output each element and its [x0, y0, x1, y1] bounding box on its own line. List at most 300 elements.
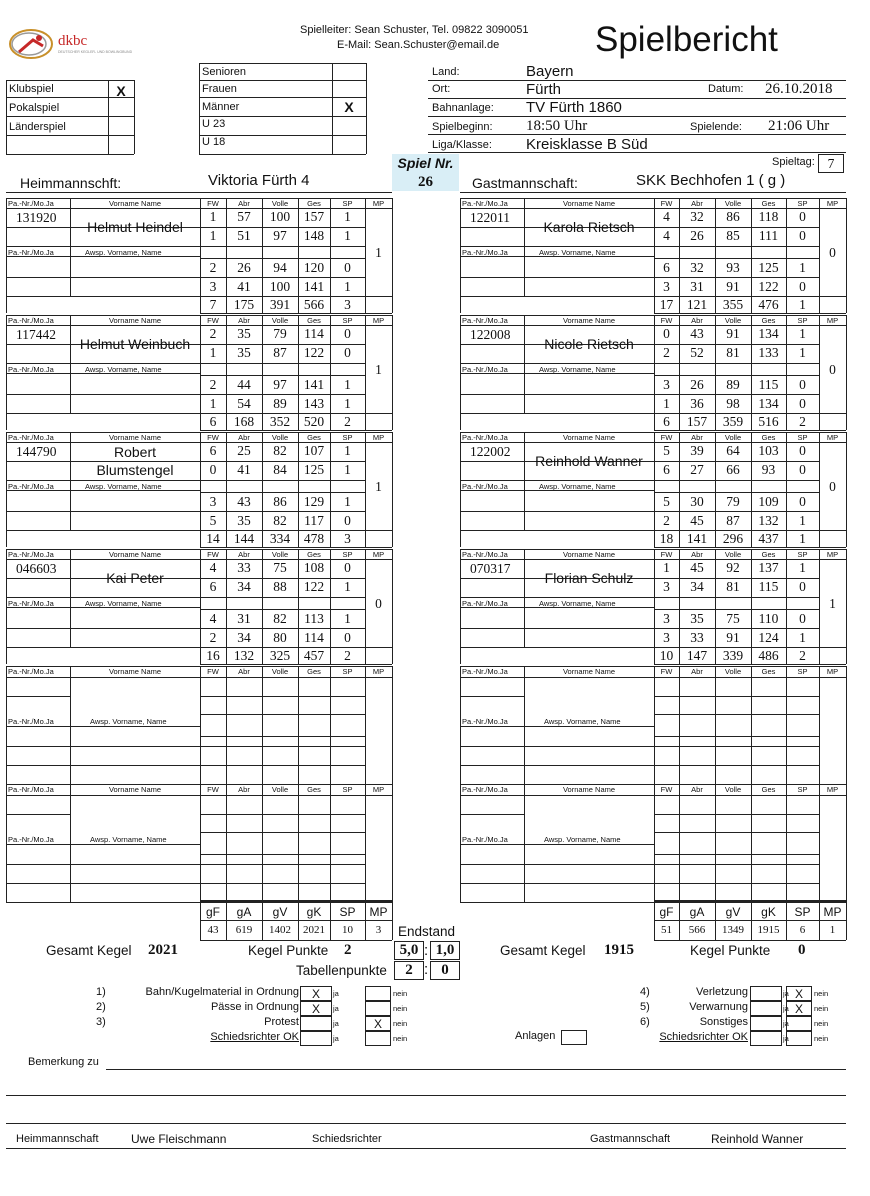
sum-value: 43	[207, 924, 219, 936]
col-label-mp: MP	[372, 785, 385, 794]
score-cell: 114	[304, 630, 324, 645]
score-cell: 125	[758, 260, 779, 275]
score-cell: 32	[690, 260, 704, 275]
score-cell: 134	[758, 396, 779, 411]
v-line	[679, 784, 680, 902]
h-line	[654, 920, 846, 921]
score-cell: 79	[726, 494, 740, 509]
score-cell: 89	[273, 396, 287, 411]
h-line	[6, 677, 392, 678]
player-pass-nr: 144790	[16, 444, 57, 459]
score-cell: 0	[799, 228, 806, 243]
total-cell: 121	[686, 297, 708, 312]
v-line	[524, 549, 525, 647]
score-cell: 1	[209, 209, 217, 224]
h-line	[460, 480, 819, 481]
col-label-mp: MP	[372, 667, 385, 676]
h-line	[199, 116, 366, 117]
v-line	[715, 901, 716, 940]
col-label-fw: FW	[660, 785, 673, 794]
col-label-awsp: Awsp. Vorname, Name	[544, 835, 621, 844]
player-mp: 0	[829, 245, 836, 260]
score-cell: 0	[344, 560, 351, 575]
ja-label: ja	[783, 989, 789, 998]
score-cell: 3	[209, 279, 217, 294]
class-label: U 23	[202, 118, 226, 131]
v-line	[846, 666, 847, 784]
score-cell: 5	[663, 494, 670, 509]
score-cell: 87	[273, 345, 287, 360]
total-cell: 141	[686, 531, 708, 546]
check-label: Verletzung	[696, 986, 748, 998]
h-line	[6, 511, 365, 512]
score-cell: 26	[690, 377, 704, 392]
score-cell: 1	[344, 494, 351, 509]
score-cell: 82	[273, 513, 287, 528]
col-label-ges: Ges	[307, 785, 321, 794]
v-line	[654, 901, 655, 940]
h-line	[428, 134, 846, 135]
leader-email: E-Mail: Sean.Schuster@email.de	[337, 39, 500, 51]
score-cell: 1	[799, 560, 806, 575]
col-label-sp: SP	[797, 550, 808, 559]
score-cell: 0	[799, 279, 806, 294]
score-cell: 3	[663, 579, 670, 594]
score-cell: 1	[344, 443, 351, 458]
v-line	[6, 198, 7, 313]
score-cell: 34	[237, 630, 251, 645]
h-line	[428, 98, 846, 99]
colon: :	[424, 961, 429, 978]
total-cell: 1	[799, 531, 806, 546]
col-label-pass: Pa.-Nr./Mo.Ja	[462, 482, 508, 491]
h-line	[6, 696, 70, 697]
h-line	[460, 628, 819, 629]
score-cell: 80	[273, 630, 287, 645]
col-label-awsp: Awsp. Vorname, Name	[85, 365, 162, 374]
col-label-pass: Pa.-Nr./Mo.Ja	[462, 835, 508, 844]
score-cell: 0	[344, 630, 351, 645]
h-line	[460, 363, 819, 364]
datum-value: 26.10.2018	[765, 81, 833, 97]
logo-subtext: DEUTSCHER KEGLER- UND BOWLINGBUND	[58, 50, 133, 54]
col-label-mp: MP	[826, 199, 839, 208]
score-cell: 51	[237, 228, 251, 243]
score-cell: 34	[690, 579, 704, 594]
check-label: Bahn/Kugelmaterial in Ordnung	[145, 986, 299, 998]
col-label-ges: Ges	[307, 550, 321, 559]
score-cell: 5	[209, 513, 217, 528]
sum-value: 1349	[722, 924, 744, 936]
check-num: 4)	[640, 986, 650, 998]
score-cell: 122	[303, 345, 325, 360]
player-mp: 1	[375, 479, 382, 494]
h-line	[460, 559, 846, 560]
score-cell: 125	[303, 462, 325, 477]
v-line	[751, 784, 752, 902]
v-line	[330, 666, 331, 784]
h-line	[460, 296, 846, 297]
h-line	[200, 714, 365, 715]
nein-label: nein	[393, 1034, 408, 1043]
v-line	[298, 666, 299, 784]
v-line	[298, 784, 299, 902]
h-line	[6, 490, 70, 491]
player-pass-nr: 122011	[470, 210, 510, 225]
score-cell: 4	[663, 228, 670, 243]
h-line	[200, 854, 365, 855]
sum-value: 3	[375, 924, 382, 936]
v-line	[846, 784, 847, 902]
score-cell: 1	[799, 513, 806, 528]
col-label-ges: Ges	[307, 199, 321, 208]
col-label-pass: Pa.-Nr./Mo.Ja	[8, 599, 54, 608]
col-label-pass: Pa.-Nr./Mo.Ja	[462, 199, 508, 208]
player-mp: 1	[375, 362, 382, 377]
total-cell: 3	[344, 531, 351, 546]
col-label-mp: MP	[372, 316, 385, 325]
col-label-name: Vorname Name	[562, 199, 616, 208]
h-line	[428, 80, 524, 81]
v-line	[365, 901, 366, 940]
col-label-mp: MP	[826, 550, 839, 559]
h-line	[460, 442, 846, 443]
check-label: Pässe in Ordnung	[210, 1001, 299, 1013]
h-line	[460, 765, 819, 766]
col-label-abr: Abr	[238, 316, 250, 325]
v-line	[6, 784, 7, 902]
score-cell: 4	[209, 560, 217, 575]
h-line	[200, 940, 392, 941]
col-label-pass: Pa.-Nr./Mo.Ja	[8, 785, 54, 794]
v-line	[819, 784, 820, 902]
score-cell: 41	[237, 279, 251, 294]
h-line	[460, 192, 846, 193]
score-cell: 0	[344, 513, 351, 528]
col-label-name: Vorname Name	[108, 433, 162, 442]
score-cell: 45	[690, 560, 704, 575]
score-cell: 1	[344, 396, 351, 411]
h-line	[6, 394, 365, 395]
v-line	[460, 549, 461, 664]
v-line	[524, 784, 525, 902]
total-cell: 334	[269, 531, 291, 546]
v-line	[524, 666, 525, 784]
score-cell: 5	[663, 443, 670, 458]
col-label-sp: SP	[342, 785, 353, 794]
h-line	[524, 256, 654, 257]
v-line	[715, 666, 716, 784]
player-pass-nr: 046603	[16, 561, 57, 576]
col-label-pass: Pa.-Nr./Mo.Ja	[462, 248, 508, 257]
tp-home: 2	[405, 962, 413, 978]
ja-box	[750, 1016, 782, 1031]
h-line	[654, 313, 846, 314]
land-value: Bayern	[526, 63, 574, 80]
h-line	[6, 864, 365, 865]
score-cell: 2	[209, 260, 217, 275]
v-line	[524, 198, 525, 296]
h-line	[460, 432, 846, 433]
h-line	[460, 198, 846, 199]
nein-label: nein	[393, 1019, 408, 1028]
footer-ref-label: Schiedsrichter	[312, 1133, 382, 1145]
remark-label: Bemerkung zu	[28, 1056, 99, 1068]
h-line	[6, 480, 365, 481]
score-cell: 1	[799, 630, 806, 645]
h-line	[460, 784, 846, 785]
land-label: Land:	[432, 66, 460, 78]
score-cell: 91	[726, 326, 740, 341]
h-line	[70, 607, 200, 608]
v-line	[199, 63, 200, 154]
v-line	[460, 315, 461, 430]
total-cell: 391	[269, 297, 291, 312]
ja-label: ja	[333, 1034, 339, 1043]
h-line	[70, 373, 200, 374]
col-label-name: Vorname Name	[562, 316, 616, 325]
ja-box	[750, 1031, 782, 1046]
h-line	[6, 135, 134, 136]
score-away: 1,0	[435, 942, 455, 958]
h-line	[6, 795, 392, 796]
h-line	[460, 607, 524, 608]
score-cell: 82	[273, 611, 287, 626]
liga-label: Liga/Klasse:	[432, 139, 492, 151]
type-label: Pokalspiel	[9, 102, 60, 114]
score-cell: 141	[303, 279, 325, 294]
check-label: Sonstiges	[699, 1016, 748, 1028]
score-cell: 111	[758, 228, 779, 243]
player-name: Karola Rietsch	[543, 219, 635, 235]
score-cell: 31	[690, 279, 704, 294]
col-label-volle: Volle	[724, 550, 742, 559]
tp-label: Tabellenpunkte	[296, 963, 387, 978]
h-line	[6, 607, 70, 608]
nein-label: nein	[814, 1034, 829, 1043]
score-cell: 93	[726, 260, 740, 275]
col-label-name: Vorname Name	[562, 785, 616, 794]
ja-label: ja	[783, 1019, 789, 1028]
total-cell: 2	[799, 648, 806, 663]
page-title: Spielbericht	[595, 20, 778, 59]
score-cell: 129	[303, 494, 325, 509]
col-label-pass: Pa.-Nr./Mo.Ja	[462, 550, 508, 559]
total-cell: 3	[344, 297, 351, 312]
v-line	[226, 784, 227, 902]
player-pass-nr: 122008	[470, 327, 511, 342]
v-line	[365, 784, 366, 902]
score-cell: 2	[663, 345, 670, 360]
v-line	[70, 315, 71, 413]
sum-label: gA	[236, 905, 252, 919]
player-pass-nr: 122002	[470, 444, 511, 459]
player-pass-nr: 070317	[470, 561, 511, 576]
home-gk-label: Gesamt Kegel	[46, 943, 132, 958]
col-label-mp: MP	[826, 667, 839, 676]
col-label-ges: Ges	[761, 316, 776, 325]
h-line	[70, 256, 200, 257]
score-cell: 39	[690, 443, 704, 458]
col-label-pass: Pa.-Nr./Mo.Ja	[8, 667, 54, 676]
col-label-fw: FW	[660, 316, 673, 325]
score-cell: 4	[663, 209, 670, 224]
v-line	[330, 901, 331, 940]
sum-value: 10	[342, 924, 353, 936]
h-line	[6, 315, 392, 316]
h-line	[6, 666, 392, 667]
score-cell: 134	[758, 326, 779, 341]
sum-value: 1	[829, 924, 836, 936]
h-line	[460, 246, 819, 247]
v-line	[6, 80, 7, 154]
h-line	[70, 490, 200, 491]
score-cell: 0	[344, 345, 351, 360]
h-line	[460, 490, 524, 491]
score-cell: 137	[758, 560, 779, 575]
score-cell: 0	[344, 326, 351, 341]
score-cell: 3	[663, 611, 670, 626]
score-cell: 41	[237, 462, 251, 477]
col-label-fw: FW	[207, 785, 219, 794]
col-label-mp: MP	[372, 550, 385, 559]
col-label-abr: Abr	[691, 550, 703, 559]
score-cell: 1	[799, 260, 806, 275]
h-line	[199, 97, 366, 98]
score-cell: 1	[209, 228, 217, 243]
h-line	[200, 375, 365, 376]
footer-home-name: Uwe Fleischmann	[131, 1132, 227, 1146]
player-pass-nr: 131920	[16, 210, 57, 225]
away-gk-value: 1915	[604, 942, 634, 958]
score-cell: 1	[344, 611, 351, 626]
h-line	[460, 277, 819, 278]
h-line	[654, 900, 846, 903]
h-line	[200, 547, 392, 548]
player-mp: 1	[829, 596, 836, 611]
spiel-nr-value: 26	[418, 174, 433, 190]
total-cell: 175	[233, 297, 255, 312]
h-line	[6, 559, 392, 560]
v-line	[715, 784, 716, 902]
score-cell: 141	[303, 377, 325, 392]
v-line	[262, 901, 263, 940]
score-cell: 1	[209, 396, 217, 411]
total-cell: 7	[209, 297, 217, 312]
total-cell: 325	[269, 648, 291, 663]
total-cell: 144	[233, 531, 255, 546]
score-cell: 81	[726, 579, 740, 594]
col-label-ges: Ges	[761, 199, 776, 208]
col-label-sp: SP	[797, 433, 808, 442]
score-cell: 94	[273, 260, 287, 275]
score-cell: 1	[344, 279, 351, 294]
score-cell: 1	[344, 579, 351, 594]
h-line	[199, 63, 366, 64]
col-label-volle: Volle	[724, 785, 742, 794]
v-line	[262, 784, 263, 902]
col-label-name: Vorname Name	[562, 667, 616, 676]
h-line	[460, 373, 524, 374]
col-label-pass: Pa.-Nr./Mo.Ja	[8, 248, 54, 257]
score-cell: 84	[273, 462, 287, 477]
col-label-abr: Abr	[238, 785, 250, 794]
ja-box	[750, 986, 782, 1001]
ja-label: ja	[333, 1004, 339, 1013]
ja-box	[300, 1016, 332, 1031]
score-cell: 1	[799, 345, 806, 360]
score-cell: 32	[690, 209, 704, 224]
col-label-mp: MP	[372, 199, 385, 208]
col-label-pass: Pa.-Nr./Mo.Ja	[462, 667, 508, 676]
v-line	[846, 549, 847, 664]
nein-mark: X	[373, 1017, 382, 1031]
h-line	[6, 628, 365, 629]
col-label-abr: Abr	[238, 550, 250, 559]
check-num: 6)	[640, 1016, 650, 1028]
v-line	[6, 432, 7, 547]
h-line	[6, 1148, 846, 1149]
v-line	[200, 901, 201, 940]
score-cell: 2	[209, 326, 217, 341]
ja-mark: X	[311, 1002, 320, 1016]
col-label-pass: Pa.-Nr./Mo.Ja	[8, 550, 54, 559]
h-line	[200, 920, 392, 921]
h-line	[6, 765, 365, 766]
game-leader: Spielleiter: Sean Schuster, Tel. 09822 3090051	[300, 24, 529, 36]
col-label-sp: SP	[342, 550, 353, 559]
away-kp-label: Kegel Punkte	[690, 943, 771, 958]
score-cell: 98	[726, 396, 740, 411]
score-cell: 1	[344, 462, 351, 477]
score-cell: 43	[690, 326, 704, 341]
total-cell: 516	[758, 414, 779, 429]
total-cell: 18	[659, 531, 674, 546]
h-line	[460, 208, 846, 209]
score-cell: 66	[726, 462, 740, 477]
player-name: Nicole Rietsch	[544, 336, 634, 352]
col-label-name: Vorname Name	[108, 785, 162, 794]
v-line	[6, 666, 7, 784]
col-label-volle: Volle	[271, 199, 289, 208]
away-kp-value: 0	[798, 942, 806, 958]
col-label-volle: Volle	[724, 433, 742, 442]
score-cell: 35	[237, 326, 251, 341]
score-cell: 97	[273, 377, 287, 392]
score-cell: 0	[799, 443, 806, 458]
h-line	[460, 746, 819, 747]
h-line	[6, 363, 365, 364]
col-label-volle: Volle	[724, 667, 742, 676]
v-line	[70, 198, 71, 296]
score-cell: 97	[273, 228, 287, 243]
player-name: Florian Schulz	[544, 570, 634, 586]
h-line	[6, 784, 392, 785]
h-line	[6, 432, 392, 433]
score-cell: 1	[663, 396, 670, 411]
v-line	[70, 432, 71, 530]
home-team-label: Heimmannschft:	[20, 175, 122, 191]
total-cell: 352	[269, 414, 291, 429]
col-label-fw: FW	[660, 433, 673, 442]
score-home: 5,0	[399, 942, 419, 958]
total-cell: 476	[758, 297, 779, 312]
score-cell: 86	[726, 209, 740, 224]
score-cell: 100	[269, 209, 291, 224]
v-line	[134, 80, 135, 154]
col-label-name: Vorname Name	[108, 550, 162, 559]
col-label-abr: Abr	[691, 667, 703, 676]
